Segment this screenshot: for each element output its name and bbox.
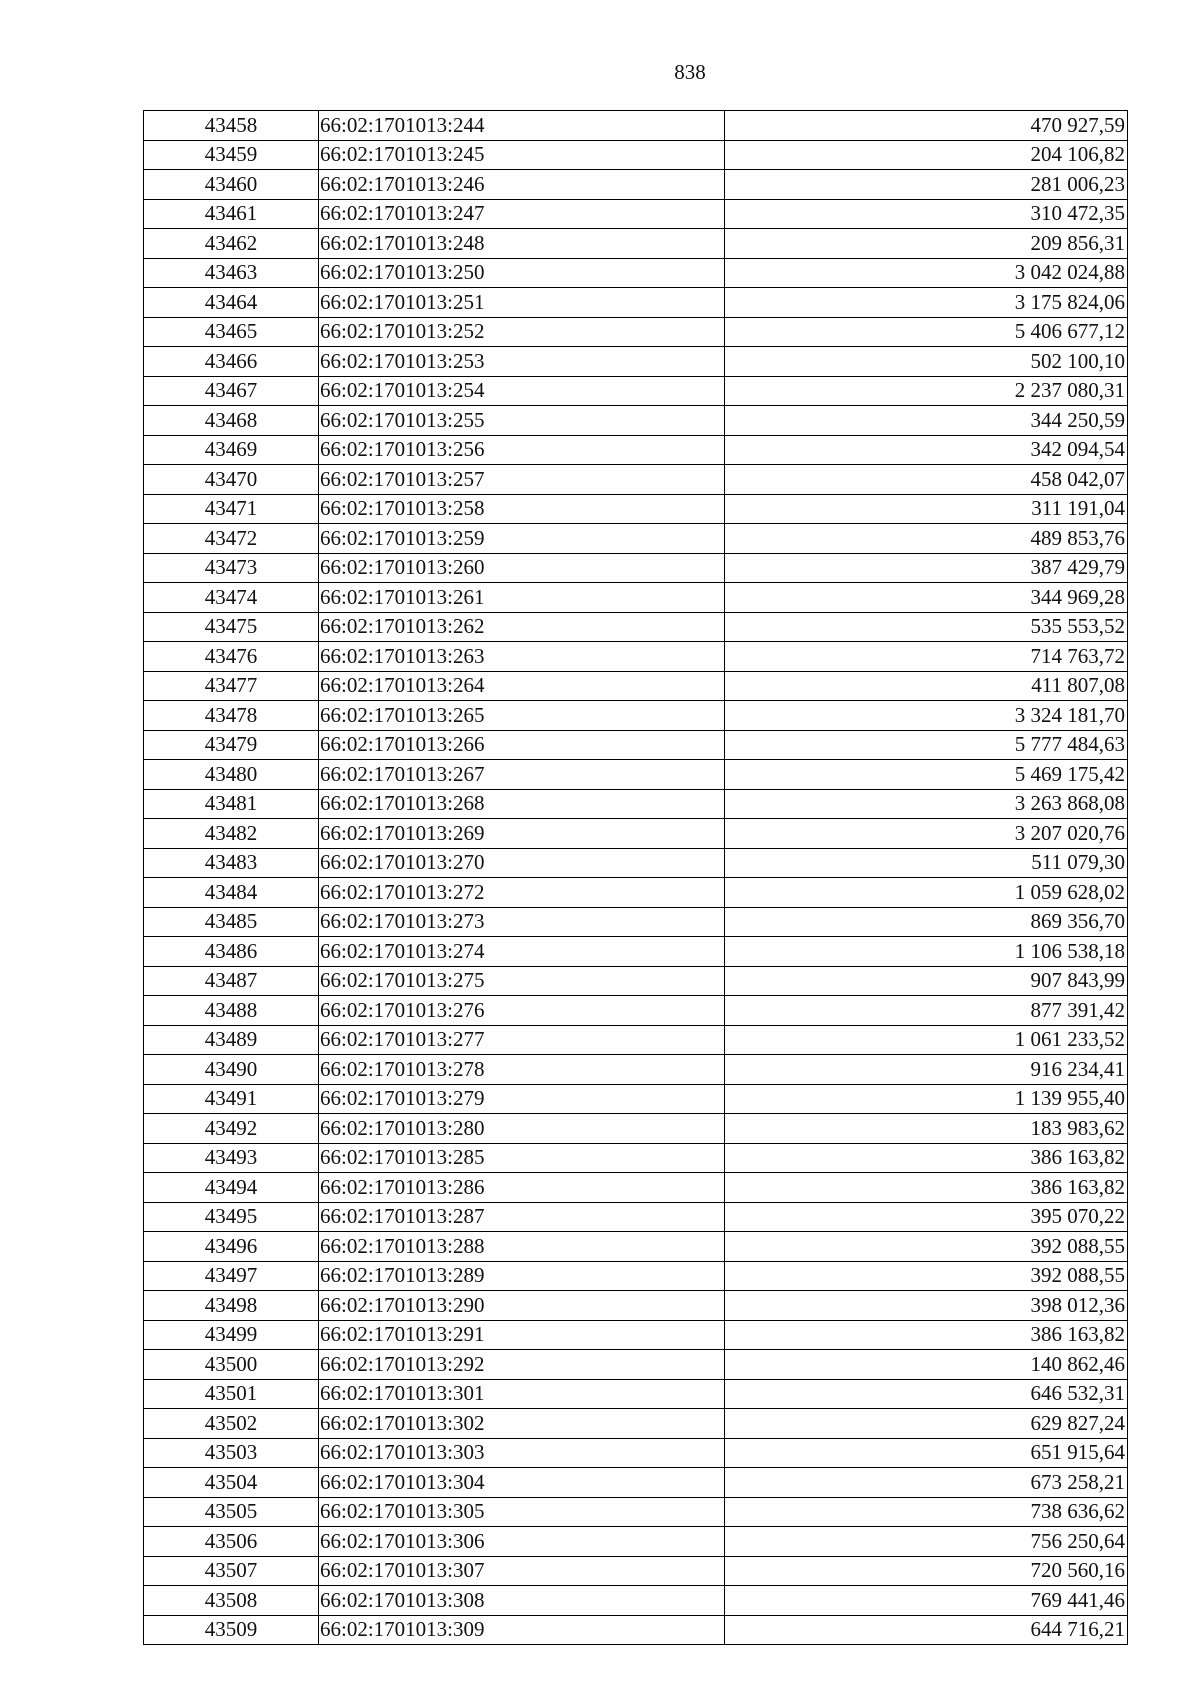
row-number-cell: 43484 — [144, 878, 319, 908]
cadastral-number-cell: 66:02:1701013:305 — [319, 1497, 725, 1527]
cadastral-value-cell: 738 636,62 — [725, 1497, 1128, 1527]
cadastral-number-cell: 66:02:1701013:279 — [319, 1084, 725, 1114]
cadastral-value-cell: 511 079,30 — [725, 848, 1128, 878]
table-row — [144, 907, 1128, 937]
table-row — [144, 1173, 1128, 1203]
cadastral-value-cell: 3 042 024,88 — [725, 258, 1128, 288]
row-number-cell: 43480 — [144, 760, 319, 790]
table-row — [144, 966, 1128, 996]
cadastral-number-cell: 66:02:1701013:257 — [319, 465, 725, 495]
table-row — [144, 1202, 1128, 1232]
cadastral-value-cell: 140 862,46 — [725, 1350, 1128, 1380]
cadastral-value-cell: 2 237 080,31 — [725, 376, 1128, 406]
table-row — [144, 1084, 1128, 1114]
row-number-cell: 43466 — [144, 347, 319, 377]
cadastral-number-cell: 66:02:1701013:278 — [319, 1055, 725, 1085]
row-number-cell: 43487 — [144, 966, 319, 996]
cadastral-value-cell: 342 094,54 — [725, 435, 1128, 465]
cadastral-value-cell: 3 207 020,76 — [725, 819, 1128, 849]
cadastral-value-cell: 204 106,82 — [725, 140, 1128, 170]
cadastral-value-table — [143, 110, 1128, 1645]
row-number-cell: 43494 — [144, 1173, 319, 1203]
row-number-cell: 43495 — [144, 1202, 319, 1232]
cadastral-number-cell: 66:02:1701013:306 — [319, 1527, 725, 1557]
table-row — [144, 848, 1128, 878]
cadastral-value-cell: 877 391,42 — [725, 996, 1128, 1026]
cadastral-value-cell: 344 969,28 — [725, 583, 1128, 613]
table-row — [144, 1586, 1128, 1616]
table-row — [144, 317, 1128, 347]
cadastral-number-cell: 66:02:1701013:264 — [319, 671, 725, 701]
table-row — [144, 494, 1128, 524]
cadastral-number-cell: 66:02:1701013:277 — [319, 1025, 725, 1055]
table-row — [144, 1114, 1128, 1144]
table-row — [144, 435, 1128, 465]
cadastral-number-cell: 66:02:1701013:253 — [319, 347, 725, 377]
row-number-cell: 43493 — [144, 1143, 319, 1173]
table-row — [144, 140, 1128, 170]
row-number-cell: 43470 — [144, 465, 319, 495]
table-row — [144, 937, 1128, 967]
table-row — [144, 642, 1128, 672]
table-row — [144, 583, 1128, 613]
cadastral-value-cell: 535 553,52 — [725, 612, 1128, 642]
cadastral-number-cell: 66:02:1701013:290 — [319, 1291, 725, 1321]
cadastral-value-cell: 5 777 484,63 — [725, 730, 1128, 760]
cadastral-value-cell: 646 532,31 — [725, 1379, 1128, 1409]
table-row — [144, 1320, 1128, 1350]
table-row — [144, 996, 1128, 1026]
table-row — [144, 524, 1128, 554]
row-number-cell: 43460 — [144, 170, 319, 200]
cadastral-number-cell: 66:02:1701013:247 — [319, 199, 725, 229]
row-number-cell: 43501 — [144, 1379, 319, 1409]
table-row — [144, 1438, 1128, 1468]
cadastral-number-cell: 66:02:1701013:276 — [319, 996, 725, 1026]
cadastral-number-cell: 66:02:1701013:285 — [319, 1143, 725, 1173]
table-row — [144, 170, 1128, 200]
row-number-cell: 43491 — [144, 1084, 319, 1114]
table-row — [144, 111, 1128, 141]
table-row — [144, 1055, 1128, 1085]
cadastral-number-cell: 66:02:1701013:274 — [319, 937, 725, 967]
table-row — [144, 1025, 1128, 1055]
cadastral-number-cell: 66:02:1701013:250 — [319, 258, 725, 288]
cadastral-value-cell: 387 429,79 — [725, 553, 1128, 583]
row-number-cell: 43474 — [144, 583, 319, 613]
cadastral-number-cell: 66:02:1701013:270 — [319, 848, 725, 878]
cadastral-number-cell: 66:02:1701013:307 — [319, 1556, 725, 1586]
cadastral-number-cell: 66:02:1701013:275 — [319, 966, 725, 996]
cadastral-number-cell: 66:02:1701013:268 — [319, 789, 725, 819]
cadastral-value-cell: 629 827,24 — [725, 1409, 1128, 1439]
table-row — [144, 1379, 1128, 1409]
cadastral-number-cell: 66:02:1701013:261 — [319, 583, 725, 613]
cadastral-value-cell: 714 763,72 — [725, 642, 1128, 672]
row-number-cell: 43468 — [144, 406, 319, 436]
row-number-cell: 43507 — [144, 1556, 319, 1586]
table-row — [144, 1409, 1128, 1439]
cadastral-number-cell: 66:02:1701013:263 — [319, 642, 725, 672]
row-number-cell: 43508 — [144, 1586, 319, 1616]
cadastral-value-cell: 3 175 824,06 — [725, 288, 1128, 318]
table-row — [144, 612, 1128, 642]
cadastral-value-cell: 392 088,55 — [725, 1232, 1128, 1262]
table-row — [144, 1468, 1128, 1498]
cadastral-number-cell: 66:02:1701013:287 — [319, 1202, 725, 1232]
row-number-cell: 43463 — [144, 258, 319, 288]
cadastral-value-cell: 644 716,21 — [725, 1615, 1128, 1645]
cadastral-number-cell: 66:02:1701013:301 — [319, 1379, 725, 1409]
table-row — [144, 347, 1128, 377]
cadastral-value-cell: 502 100,10 — [725, 347, 1128, 377]
cadastral-number-cell: 66:02:1701013:245 — [319, 140, 725, 170]
row-number-cell: 43492 — [144, 1114, 319, 1144]
row-number-cell: 43486 — [144, 937, 319, 967]
cadastral-number-cell: 66:02:1701013:272 — [319, 878, 725, 908]
cadastral-value-cell: 411 807,08 — [725, 671, 1128, 701]
cadastral-value-cell: 3 263 868,08 — [725, 789, 1128, 819]
row-number-cell: 43488 — [144, 996, 319, 1026]
table-row — [144, 229, 1128, 259]
row-number-cell: 43505 — [144, 1497, 319, 1527]
cadastral-number-cell: 66:02:1701013:260 — [319, 553, 725, 583]
table-body — [144, 111, 1128, 1645]
table-row — [144, 1291, 1128, 1321]
row-number-cell: 43502 — [144, 1409, 319, 1439]
cadastral-number-cell: 66:02:1701013:248 — [319, 229, 725, 259]
table-row — [144, 671, 1128, 701]
cadastral-value-cell: 183 983,62 — [725, 1114, 1128, 1144]
cadastral-value-cell: 395 070,22 — [725, 1202, 1128, 1232]
cadastral-number-cell: 66:02:1701013:256 — [319, 435, 725, 465]
table-row — [144, 1615, 1128, 1645]
row-number-cell: 43499 — [144, 1320, 319, 1350]
row-number-cell: 43477 — [144, 671, 319, 701]
table-row — [144, 465, 1128, 495]
cadastral-value-cell: 458 042,07 — [725, 465, 1128, 495]
cadastral-value-cell: 5 469 175,42 — [725, 760, 1128, 790]
row-number-cell: 43473 — [144, 553, 319, 583]
table-row — [144, 1261, 1128, 1291]
cadastral-value-cell: 869 356,70 — [725, 907, 1128, 937]
cadastral-number-cell: 66:02:1701013:303 — [319, 1438, 725, 1468]
cadastral-number-cell: 66:02:1701013:269 — [319, 819, 725, 849]
cadastral-number-cell: 66:02:1701013:291 — [319, 1320, 725, 1350]
row-number-cell: 43479 — [144, 730, 319, 760]
row-number-cell: 43498 — [144, 1291, 319, 1321]
cadastral-number-cell: 66:02:1701013:308 — [319, 1586, 725, 1616]
cadastral-value-cell: 1 139 955,40 — [725, 1084, 1128, 1114]
cadastral-value-cell: 209 856,31 — [725, 229, 1128, 259]
cadastral-value-cell: 1 106 538,18 — [725, 937, 1128, 967]
row-number-cell: 43465 — [144, 317, 319, 347]
cadastral-number-cell: 66:02:1701013:254 — [319, 376, 725, 406]
cadastral-value-cell: 673 258,21 — [725, 1468, 1128, 1498]
cadastral-value-cell: 769 441,46 — [725, 1586, 1128, 1616]
cadastral-number-cell: 66:02:1701013:309 — [319, 1615, 725, 1645]
row-number-cell: 43476 — [144, 642, 319, 672]
table-row — [144, 1350, 1128, 1380]
cadastral-value-cell: 470 927,59 — [725, 111, 1128, 141]
row-number-cell: 43481 — [144, 789, 319, 819]
row-number-cell: 43506 — [144, 1527, 319, 1557]
table-row — [144, 199, 1128, 229]
row-number-cell: 43504 — [144, 1468, 319, 1498]
cadastral-value-cell: 310 472,35 — [725, 199, 1128, 229]
cadastral-number-cell: 66:02:1701013:252 — [319, 317, 725, 347]
row-number-cell: 43471 — [144, 494, 319, 524]
cadastral-value-cell: 398 012,36 — [725, 1291, 1128, 1321]
row-number-cell: 43461 — [144, 199, 319, 229]
row-number-cell: 43462 — [144, 229, 319, 259]
cadastral-value-cell: 916 234,41 — [725, 1055, 1128, 1085]
cadastral-number-cell: 66:02:1701013:265 — [319, 701, 725, 731]
table-row — [144, 1143, 1128, 1173]
cadastral-value-cell: 720 560,16 — [725, 1556, 1128, 1586]
cadastral-value-cell: 386 163,82 — [725, 1173, 1128, 1203]
table-row — [144, 288, 1128, 318]
cadastral-value-cell: 5 406 677,12 — [725, 317, 1128, 347]
cadastral-number-cell: 66:02:1701013:262 — [319, 612, 725, 642]
cadastral-value-cell: 1 061 233,52 — [725, 1025, 1128, 1055]
cadastral-value-cell: 281 006,23 — [725, 170, 1128, 200]
row-number-cell: 43483 — [144, 848, 319, 878]
cadastral-number-cell: 66:02:1701013:259 — [319, 524, 725, 554]
row-number-cell: 43509 — [144, 1615, 319, 1645]
cadastral-number-cell: 66:02:1701013:244 — [319, 111, 725, 141]
cadastral-number-cell: 66:02:1701013:304 — [319, 1468, 725, 1498]
row-number-cell: 43467 — [144, 376, 319, 406]
row-number-cell: 43464 — [144, 288, 319, 318]
table-row — [144, 1232, 1128, 1262]
table-row — [144, 406, 1128, 436]
cadastral-value-cell: 386 163,82 — [725, 1143, 1128, 1173]
row-number-cell: 43489 — [144, 1025, 319, 1055]
cadastral-value-cell: 392 088,55 — [725, 1261, 1128, 1291]
cadastral-number-cell: 66:02:1701013:289 — [319, 1261, 725, 1291]
row-number-cell: 43475 — [144, 612, 319, 642]
table-row — [144, 819, 1128, 849]
cadastral-value-cell: 3 324 181,70 — [725, 701, 1128, 731]
table-row — [144, 553, 1128, 583]
row-number-cell: 43490 — [144, 1055, 319, 1085]
cadastral-value-cell: 907 843,99 — [725, 966, 1128, 996]
table-row — [144, 701, 1128, 731]
cadastral-number-cell: 66:02:1701013:255 — [319, 406, 725, 436]
cadastral-value-cell: 756 250,64 — [725, 1527, 1128, 1557]
row-number-cell: 43458 — [144, 111, 319, 141]
cadastral-number-cell: 66:02:1701013:246 — [319, 170, 725, 200]
table-row — [144, 789, 1128, 819]
row-number-cell: 43485 — [144, 907, 319, 937]
row-number-cell: 43496 — [144, 1232, 319, 1262]
cadastral-value-cell: 1 059 628,02 — [725, 878, 1128, 908]
table-row — [144, 1497, 1128, 1527]
page-number: 838 — [674, 60, 706, 84]
cadastral-number-cell: 66:02:1701013:267 — [319, 760, 725, 790]
row-number-cell: 43459 — [144, 140, 319, 170]
row-number-cell: 43469 — [144, 435, 319, 465]
cadastral-value-cell: 386 163,82 — [725, 1320, 1128, 1350]
table-row — [144, 258, 1128, 288]
row-number-cell: 43472 — [144, 524, 319, 554]
cadastral-number-cell: 66:02:1701013:286 — [319, 1173, 725, 1203]
table-row — [144, 376, 1128, 406]
cadastral-number-cell: 66:02:1701013:292 — [319, 1350, 725, 1380]
row-number-cell: 43503 — [144, 1438, 319, 1468]
cadastral-number-cell: 66:02:1701013:273 — [319, 907, 725, 937]
cadastral-number-cell: 66:02:1701013:251 — [319, 288, 725, 318]
table-row — [144, 760, 1128, 790]
cadastral-number-cell: 66:02:1701013:258 — [319, 494, 725, 524]
row-number-cell: 43478 — [144, 701, 319, 731]
cadastral-value-cell: 651 915,64 — [725, 1438, 1128, 1468]
row-number-cell: 43482 — [144, 819, 319, 849]
cadastral-value-cell: 489 853,76 — [725, 524, 1128, 554]
cadastral-number-cell: 66:02:1701013:302 — [319, 1409, 725, 1439]
cadastral-value-cell: 311 191,04 — [725, 494, 1128, 524]
cadastral-number-cell: 66:02:1701013:280 — [319, 1114, 725, 1144]
cadastral-value-cell: 344 250,59 — [725, 406, 1128, 436]
row-number-cell: 43500 — [144, 1350, 319, 1380]
cadastral-number-cell: 66:02:1701013:288 — [319, 1232, 725, 1262]
table-row — [144, 1527, 1128, 1557]
table-row — [144, 878, 1128, 908]
cadastral-number-cell: 66:02:1701013:266 — [319, 730, 725, 760]
row-number-cell: 43497 — [144, 1261, 319, 1291]
table-row — [144, 1556, 1128, 1586]
table-row — [144, 730, 1128, 760]
